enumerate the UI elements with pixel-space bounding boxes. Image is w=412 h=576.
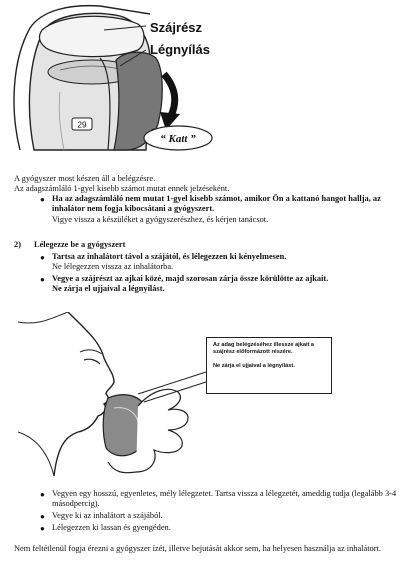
deep-breath-instruction: Vegyen egy hosszú, egyenletes, mély lélegzetet. Tartsa vissza a lélegzetét, ameddig tudja (legalább 3-4 másodpercig). (52, 489, 397, 509)
lips-instruction-note: Ne zárja el ujjaival a légnyílást. (52, 284, 165, 294)
ready-text: A gyógyszer most készen áll a belégzésre. (14, 174, 156, 183)
callout-instruction: Az adag belégzéséhez illessze ajkait a szájrész előformázott részére. (213, 342, 315, 356)
bullet-dot: ● (40, 253, 45, 262)
counter-text: Az adagszámláló 1-gyel kisebb számot mutat ennek jelzéseként. (14, 184, 230, 193)
bullet-dot: ● (40, 524, 45, 533)
callout-warning: Ne zárja el ujjaival a légnyílást. (213, 362, 295, 369)
remove-inhaler-instruction: Vegye ki az inhalátort a szájából. (52, 511, 163, 520)
label-mouthpiece: Szájrész (150, 20, 203, 35)
lips-instruction (52, 274, 402, 295)
lips-instruction-bold: Vegye a szájrészt az ajkai közé, majd szorosan zárja össze körülötte az ajkait. (52, 274, 329, 283)
mouthpiece-callout (206, 337, 332, 394)
click-sound-text: “ Katt ” (160, 133, 196, 145)
label-air-vent: Légnyílás (150, 42, 210, 57)
inhaler-open-illustration (0, 0, 412, 152)
bullet-dot: ● (40, 195, 45, 204)
exhale-slowly-instruction: Lélegezzen ki lassan és gyengéden. (52, 523, 171, 532)
section2-number: 2) (14, 240, 21, 249)
section2-heading: Lélegezze be a gyógyszert (34, 240, 126, 249)
inhaling-person-illustration (18, 312, 390, 476)
counter-warning-bold: Ha az adagszámláló nem mutat 1-gyel kisebb számot, amikor Ön a kattanó hangot hallja, az inhalátor nem fogja kibocsátani a gyógyszert. (52, 194, 381, 214)
exhale-instruction (52, 252, 402, 273)
exhale-instruction-note: Ne lélegezzen vissza az inhalátorba. (52, 262, 174, 272)
bullet-dot: ● (40, 512, 45, 521)
taste-note: Nem feltétlenül fogja érezni a gyógyszer ízét, illetve bejutását akkor sem, ha helyesen használja az inhalátort. (14, 544, 381, 553)
dose-counter-value: 29 (77, 120, 87, 130)
bullet-dot: ● (40, 275, 45, 284)
counter-warning (52, 194, 402, 225)
exhale-instruction-bold: Tartsa az inhalátort távol a szájától, és lélegezzen ki kényelmesen. (52, 252, 287, 261)
counter-warning-advice: Vigye vissza a készüléket a gyógyszerészhez, és kérjen tanácsot. (52, 214, 269, 224)
bullet-dot: ● (40, 490, 45, 499)
